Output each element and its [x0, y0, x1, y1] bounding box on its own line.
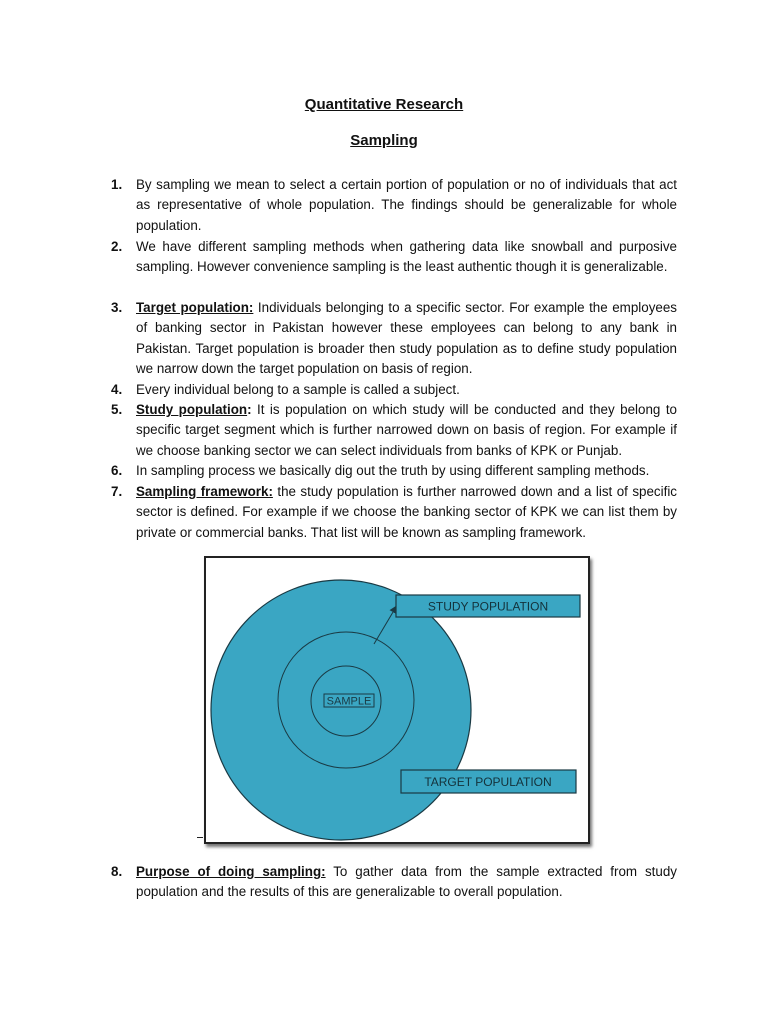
section-heading: Sampling: [350, 132, 418, 149]
item-body: It is population on which study will be conducted and they belong to specific target segment which is further narrowed down on basis of region. For example if we choose banking sector we can select individuals from banks of KPK or Punjab.: [136, 402, 677, 458]
item-text: [136, 237, 677, 278]
item-text: [136, 380, 677, 400]
item-number: 5.: [111, 402, 123, 417]
item-body: In sampling process we basically dig out the truth by using different sampling methods.: [136, 463, 650, 478]
item-text: [136, 862, 677, 903]
population-diagram: [204, 556, 590, 844]
list-item: [111, 298, 677, 380]
population-diagram-svg: [206, 558, 588, 842]
item-body: Individuals belonging to a specific sector. For example the employees of banking sector in Pakistan however these employees can belong to any bank in Pakistan. Target population is broader then study population as to define study population we narrow down the target population on basis of region.: [136, 300, 677, 377]
item-text: [136, 400, 677, 461]
item-text: [136, 175, 677, 236]
list-item: [111, 482, 677, 543]
list-item: [111, 175, 677, 236]
item-text: [136, 461, 677, 481]
list-item: [111, 461, 677, 481]
item-body: Every individual belong to a sample is called a subject.: [136, 382, 460, 397]
target-population-label: TARGET POPULATION: [424, 775, 552, 789]
item-text: [136, 482, 677, 543]
list-item: [111, 862, 677, 903]
item-body: the study population is further narrowed down and a list of specific sector is defined. For example if we choose the banking sector of KPK we can list them by private or commercial banks. That list will be known as sampling framework.: [136, 484, 677, 540]
item-term: Target population:: [136, 300, 254, 315]
item-body: To gather data from the sample extracted from study population and the results of this are generalizable to overall population.: [136, 864, 677, 900]
list-item: [111, 237, 677, 278]
item-term: Study population: [136, 402, 248, 417]
item-term: Sampling framework:: [136, 484, 273, 499]
item-number: 7.: [111, 484, 123, 499]
study-population-label: STUDY POPULATION: [427, 599, 549, 614]
item-text: [136, 298, 677, 380]
item-body: By sampling we mean to select a certain portion of population or no of individuals that act as representative of whole population. The findings should be generalizable for whole population.: [136, 177, 677, 233]
item-body: We have different sampling methods when gathering data like snowball and purposive sampling. However convenience sampling is the least authentic though it is generalizable.: [136, 239, 677, 275]
item-number: 4.: [111, 382, 123, 397]
item-number: 8.: [111, 864, 123, 879]
target-population-circle: [211, 580, 471, 840]
sample-label: SAMPLE: [326, 695, 372, 708]
list-item: [111, 400, 677, 461]
item-term: Purpose of doing sampling:: [136, 864, 326, 879]
stray-underscore-mark: [197, 837, 203, 838]
item-number: 3.: [111, 300, 123, 315]
list-item: [111, 380, 677, 400]
item-number: 2.: [111, 239, 123, 254]
item-term-colon: :: [247, 402, 252, 417]
document-title: Quantitative Research: [304, 96, 464, 113]
item-number: 1.: [111, 177, 123, 192]
item-number: 6.: [111, 463, 123, 478]
